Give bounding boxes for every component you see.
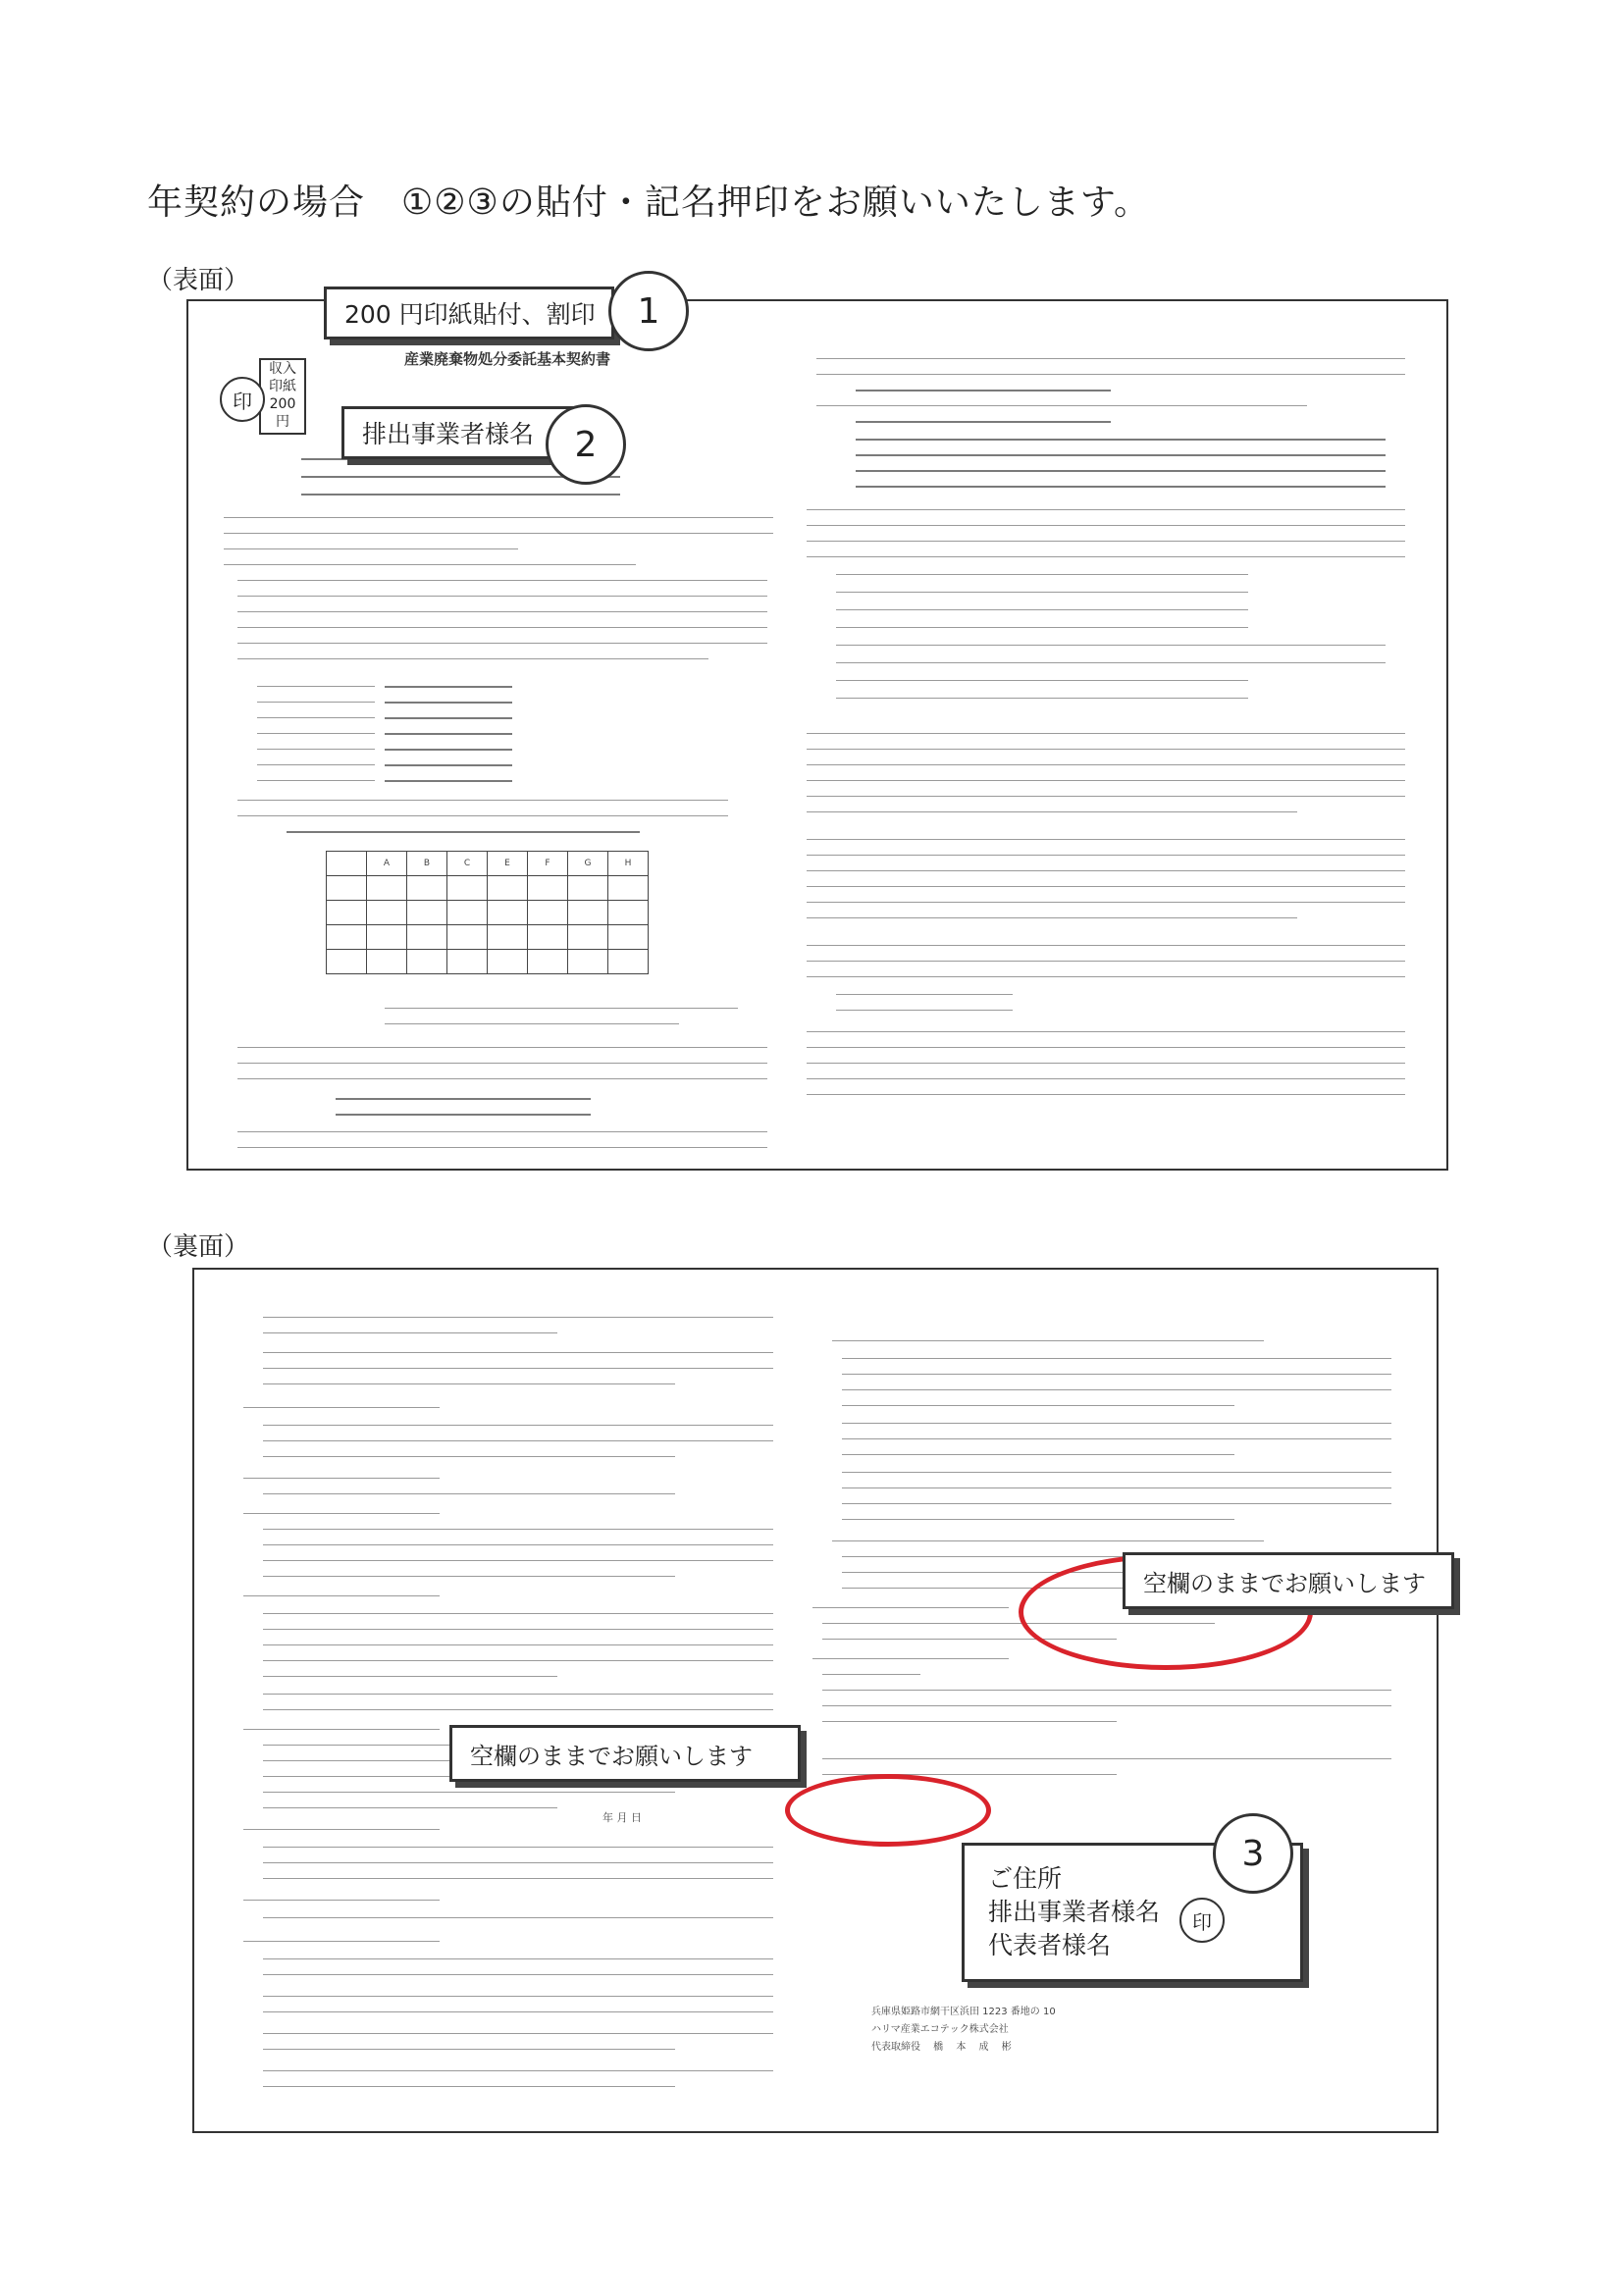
representative-line: 代表取締役 橋 本 成 彬 [871,2042,1012,2053]
step-2-badge: 2 [546,404,626,485]
stamp-line: 印紙 [269,379,296,394]
front-section-label: （表面） [147,266,250,295]
back-document-panel [192,1268,1439,2133]
seal-mark-front: 印 [220,377,265,422]
seal-mark-back: 印 [1179,1898,1225,1943]
back-section-label: （裏面） [147,1232,250,1262]
representative-name-label: 代表者様名 [988,1931,1112,1959]
address-label: ご住所 [988,1864,1063,1893]
revenue-stamp-callout: 200 円印紙貼付、割印 [324,287,614,339]
date-blank-field: 年 月 日 [602,1811,642,1824]
revenue-stamp-box [259,358,306,435]
leave-blank-callout-right: 空欄のままでお願いします [1123,1552,1454,1609]
discharger-name-label: 排出事業者様名 [988,1898,1161,1926]
blank-date-highlight-left [785,1774,991,1847]
fee-table: A B C E F G H [326,851,649,974]
address-line: 兵庫県姫路市網干区浜田 1223 番地の 10 [871,2007,1056,2017]
stamp-line: 収入 [269,361,296,377]
step-1-badge: 1 [608,271,689,351]
stamp-line: 200 円 [269,396,296,430]
discharger-name-callout: 排出事業者様名 [341,406,585,459]
page-title: 年契約の場合 ①②③の貼付・記名押印をお願いいたします。 [147,183,1150,223]
leave-blank-callout-left: 空欄のままでお願いします [449,1725,801,1782]
company-address-block [871,2004,1056,2057]
contract-title: 産業廃棄物処分委託基本契約書 [404,350,611,368]
step-3-badge: 3 [1213,1813,1293,1894]
company-name-line: ハリマ産業エコテック株式会社 [871,2024,1009,2035]
